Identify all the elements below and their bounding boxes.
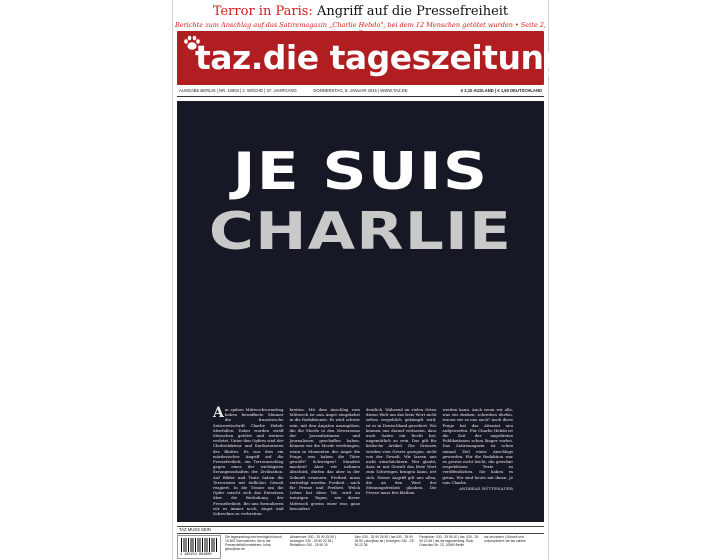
edition-info: [177, 88, 544, 96]
editorial-column-4: [443, 407, 514, 499]
masthead-rule: [177, 96, 544, 97]
editorial-text: [213, 405, 513, 517]
column-text: breiten. Mit dem Anschlag vom Mittwoch ist nun Angst eingekehrt in die Redaktionen. Es wird schwer sein, mit den Ängsten umzugehen, die die Morde in den Newsrooms der Journalistinnen und Journalisten geschaffen haben. Können wir die Morde verdrängen, wenn in Momenten der Angst die Frage, was haben die Täter gewollt? Schweigen? Mundtot machen? Aber wir nehmen Abschied, dürfen das aber in der Zukunft erneuern. Freiheit muss verteidigt werden. Freiheit – auch für Presse und Freiheit. Welch Leben hat diese Tat, wird an traurigen Tagen, wie dieser Mittwoch gewiss einer war, ganz besonders: [289, 407, 360, 511]
footer-column-1: Die tageszeitung wird ermöglicht durch 15.500 Genossinnen, die in die Pressevielfalt investieren. Infos: geno@taz.de: [225, 535, 282, 552]
headline-line-1: JE SUIS: [232, 142, 489, 202]
kicker-red: Terror in Paris:: [212, 4, 313, 19]
author-signature: ANDREAS RÜTTENAUER: [459, 486, 513, 492]
editorial-column-3: [366, 407, 437, 499]
edition-number: AUSGABE BERLIN | NR. 10604 | 2. WOCHE | 37. JAHRGANG: [179, 88, 297, 93]
edition-date: DONNERSTAG, 8. JANUAR 2015 | WWW.TAZ.DE: [313, 88, 408, 93]
drop-cap: A: [213, 405, 224, 421]
newspaper-front-page: [172, 0, 567, 560]
barcode-bars: [181, 538, 217, 552]
page-footer: [177, 526, 544, 558]
footer-column-2: Aboservice: 030 - 25 90 25 90 | Anzeigen: 030 - 25 90 22 38 | Redaktion: 030 - 25 90 20: [289, 535, 336, 548]
masthead: [177, 31, 567, 85]
kicker-subline: Berichte zum Anschlag auf das Satiremagazin „Charlie Hebdo", bei dem 12 Menschen getötet wurden • Seite 2,: [175, 21, 546, 29]
column-text: deutlich. Während an vielen Orten dieser Welt um das freie Wort nicht selten vergeblich gekämpft wird, ist es in Deutschland gesichert. Wir können uns darauf verlassen, dass auch Satire ein Recht hat, ungemütlich zu sein. Das gilt für kritische Artikel. Die Grenzen werden vom Gesetz gezogen, nicht von der Gewalt. Wir lassen uns nicht einschüchtern. Wer glaubt, dass er mit Gewalt das freie Wort zum Schweigen bringen kann, irrt sich. Dieser Angriff gilt uns allen, die an den Wert der Meinungsfreiheit glauben. Die Presse muss frei bleiben.: [366, 407, 437, 496]
masthead-title: taz.die tageszeitung: [195, 38, 567, 77]
editorial-column-1: [213, 405, 284, 517]
edition-price: € 2,10 AUSLAND | € 1,60 DEUTSCHLAND: [460, 88, 542, 93]
footer-column-4: Redaktion: 030 - 25 90 20 | fax: 030 - 25 90 22 66 | taz.die tageszeitung, Rudi-Dutschke-Str. 23, 10969 Berlin: [419, 535, 479, 548]
front-page-panel: [177, 101, 544, 522]
footer-info: [225, 535, 544, 557]
column-text: m späten Mittwochvormittag haben bewaffnete Männer die französische Satirezeitschrift Charlie Hebdo überfallen. Dabei wurden zwölf Menschen getötet und weitere verletzt. Unter den Opfern sind der Chefredakteur und Karikaturisten des Blattes. Es war dies ein mörderischer Angriff auf die Pressefreiheit, ein Terroranschlag gegen eines der wichtigsten Errungenschaften der Zivilisation. Auf Bilder und Texte haben die Terroristen mit tödlicher Gewalt reagiert. In die Trauer um die Opfer mischt sich das Entsetzen über die Bedrohung der Pressefreiheit. Bei uns formulieren wir es immer noch, Angst und Schrecken zu verbreiten.: [213, 407, 284, 517]
footer-column-3: Abo: 030 - 25 90 25 90 | fax 030 - 25 90 26 80 | abo@taz.de | Anzeigen: 030 - 25 90 22 38: [354, 535, 414, 548]
kicker-black: Angriff auf die Pressefreiheit: [316, 4, 509, 19]
kicker-headline: [173, 4, 548, 19]
footer-column-5: taz.de/zahlen | Schnell und unkompliziert: die taz zahlen: [484, 535, 526, 544]
barcode: [177, 535, 221, 559]
column-text: werden kann. Auch wenn wir alle, was wir denken, schreiben dürfen, trauen wir es uns auch? Auch diese Frage hat das Attentat neu aufgeworfen. Für Charlie Hebdo ist die Zeit der angstfreien Publikationen schon länger vorbei. Das Satiremagazin ist schon einmal Ziel eines Anschlags geworden. Für die Redaktion war es gewiss nicht leicht, die gewohnt respektlosen Texte zu veröffentlichen. Sie haben es getan. Wir sind heute mit ihnen. Je suis Charlie.: [442, 407, 513, 485]
footer-section-label: TAZ MUSS SEIN: [177, 526, 544, 534]
barcode-number: 4 190254 801600: [180, 553, 212, 557]
headline-line-2: CHARLIE: [208, 202, 513, 262]
editorial-column-2: [289, 407, 361, 511]
